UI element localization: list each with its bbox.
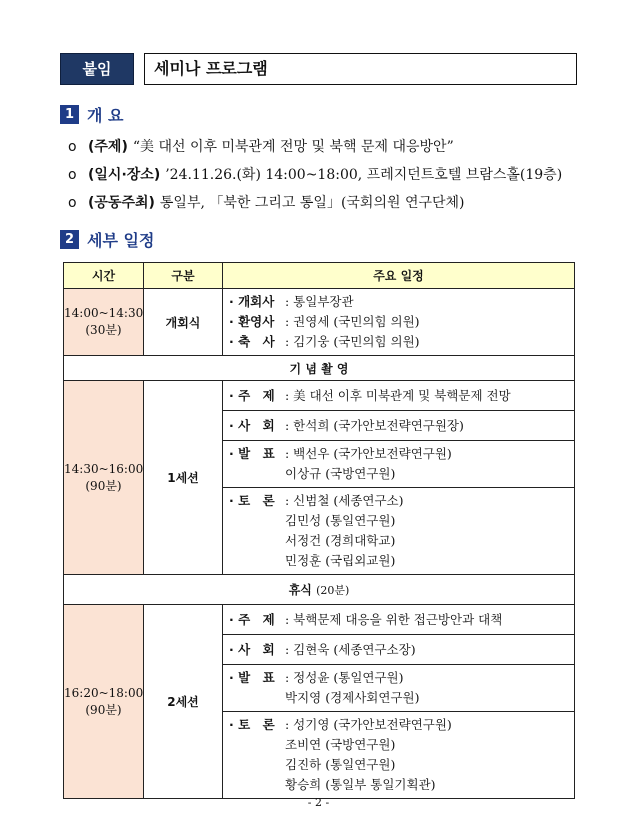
bullet-label: (주제) [88,139,128,155]
role-label: · 사 회 [229,417,275,433]
role-value: 황승희 (통일부 통일기획관) [285,777,436,792]
role-value: : 권영세 (국민의힘 의원) [285,314,420,329]
role-value: 민정훈 (국립외교원) [285,553,396,568]
detail-cell [223,488,575,575]
detail-cell [223,665,575,712]
role-label: · 환영사 [229,314,275,329]
role-value: : 신범철 (세종연구소) [285,493,404,508]
break-duration: (20분) [316,584,350,597]
header-category: 구분 [144,263,223,289]
time-range: 16:20~18:00 [64,685,144,700]
document-title: 세미나 프로그램 [144,53,577,85]
role-value: : 美 대선 이후 미북관계 및 북핵문제 전망 [285,387,511,403]
break-label: 휴식 [288,583,312,597]
role-label: · 개회사 [229,294,275,309]
bullet-label: (일시·장소) [88,167,161,183]
attachment-tag: 붙임 [60,53,134,85]
role-label: · 발 표 [229,670,275,685]
break-row [64,575,575,605]
detail-cell [223,441,575,488]
role-value: : 성기영 (국가안보전략연구원) [285,717,452,732]
bullet-marker: o [68,167,77,183]
role-value: : 백선우 (국가안보전략연구원) [285,446,452,461]
section-title: 개 요 [87,105,124,125]
session-label: 1세션 [144,381,223,575]
opening-row [64,289,575,356]
role-label: · 주 제 [229,387,275,403]
role-label: · 발 표 [229,446,275,461]
detail-cell [223,289,575,356]
role-label: · 축 사 [229,334,275,349]
header-time: 시간 [64,263,144,289]
role-value: 김민성 (통일연구원) [285,513,396,528]
role-value: : 김현욱 (세종연구소장) [285,641,416,657]
detail-cell [223,605,575,635]
time-range: 14:30~16:00 [64,461,144,476]
role-value: 김진하 (통일연구원) [285,757,396,772]
duration: (90분) [85,478,122,493]
role-value: : 한석희 (국가안보전략연구원장) [285,417,464,433]
role-label: · 주 제 [229,611,275,627]
header-schedule: 주요 일정 [223,263,575,289]
role-value: 조비연 (국방연구원) [285,737,396,752]
time-range: 14:00~14:30 [64,306,144,320]
bullet-topic [68,137,454,157]
bullet-value: ’24.11.26.(화) 14:00~18:00, 프레지던트호텔 브람스홀(19층) [165,167,563,183]
detail-cell [223,712,575,799]
time-cell [64,289,144,356]
role-value: 박지영 (경제사회연구원) [285,690,420,705]
bullet-datetime-venue [68,165,562,185]
bullet-marker: o [68,139,77,155]
section-schedule-heading [60,229,154,249]
break-cell [64,575,575,605]
role-label: · 사 회 [229,641,275,657]
role-value: 이상규 (국방연구원) [285,466,396,481]
attachment-header [60,53,577,85]
role-value: 서정건 (경희대학교) [285,533,396,548]
role-value: : 정성윤 (통일연구원) [285,670,404,685]
time-cell [64,605,144,799]
bullet-marker: o [68,195,77,211]
photo-row [64,356,575,381]
section-overview-heading [60,104,123,124]
bullet-label: (공동주최) [88,195,155,211]
bullet-co-host [68,193,465,213]
role-value: : 김기웅 (국민의힘 의원) [285,334,420,349]
duration: (30분) [85,323,122,337]
bullet-value: “美 대선 이후 미북관계 전망 및 북핵 문제 대응방안” [132,139,454,155]
session-label: 2세션 [144,605,223,799]
bullet-value: 통일부, 「북한 그리고 통일」(국회의원 연구단체) [159,195,465,211]
session1-topic-row [64,381,575,411]
role-label: · 토 론 [229,493,275,508]
section-title: 세부 일정 [87,230,155,250]
role-value: : 통일부장관 [285,294,354,309]
role-value: : 북핵문제 대응을 위한 접근방안과 대책 [285,611,503,627]
duration: (90분) [85,702,122,717]
session2-topic-row [64,605,575,635]
page-number: - 2 - [307,796,330,809]
section-number-badge: 1 [60,105,79,124]
photo-session: 기 념 촬 영 [64,356,575,381]
detail-cell [223,411,575,441]
section-number-badge: 2 [60,230,79,249]
detail-cell [223,635,575,665]
role-label: · 토 론 [229,717,275,732]
detail-cell [223,381,575,411]
time-cell [64,381,144,575]
category-cell: 개회식 [144,289,223,356]
schedule-table [63,262,575,799]
table-header-row [64,263,575,289]
